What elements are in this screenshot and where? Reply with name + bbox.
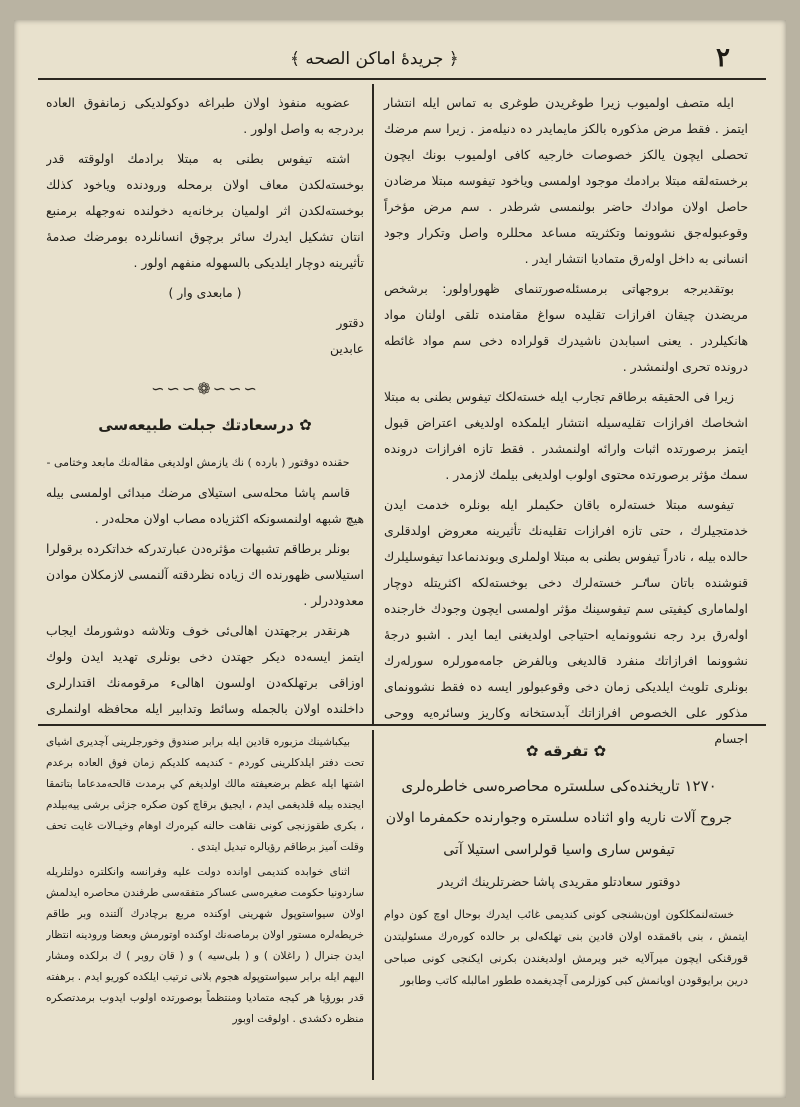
paragraph: ايله متصف اولميوب زيرا طوغريدن طوغرى به تماس ايله انتشار ايتمز . فقط مرض مذكوره بالكز مايمايدر ده دنيلەمز . زيرا سم مرضك تحصلى ايچون يالكز خصوصات خارجيه كافى اولميوب بونك ايچون برخستەلقه مبتلا برادمك موجود اولمسى وياخود تيفوسه مبتلا مرضادن حاصل اولان موادك حاضر بولنمسى شرطدر . سم مرض مؤخراً وقوعبولەجق نشوونما وتكثريته مساعد محللره واصل وتكرار وجود انسانى به داخل اولەرق متماديا انتشار ايدر . xyxy=(384,95,748,266)
heading-line: جروح آلات ناريه واو اثناده سلستره وجوارنده حكمفرما اولان xyxy=(385,810,733,826)
paragraph: زيرا فى الحقيقه برطاقم تجارب ايله خستەلكك تيفوس بطنى به مبتلا اشخاصك افرازات تقليه‌سيله انتشار ايلمكده اولديغى اعتراض قبول ايتمز برصورتده اثبات وارائه اولنمشدر . فقط تازه افرازات درونده سمك مؤثر برصورتده محتوى اولوب اولديغى بيلمك لازمدر . xyxy=(384,389,748,482)
column-divider-top xyxy=(372,84,374,724)
continued-note: ( مابعدى وار ) xyxy=(168,285,242,300)
ornament-divider: ∽∽∽❁∽∽∽ xyxy=(151,379,259,398)
signature xyxy=(46,310,364,336)
header-rule xyxy=(38,78,766,80)
heading-line: تيفوس سارى واسيا قولراسى استيلا آتى xyxy=(443,842,675,858)
paragraph: تيفوسه مبتلا خستەلره باقان حكيملر ايله بونلره خدمت ايدن خدمتجيلرك ، حتى تازه افرازات تقليه‌نك تأثيرينه معروض اولدقلرى حالده بيله ، نادراً تيفوس بطنى به مبتلا اولملرى وبوندنماعدا تيفوسليلرك قنوشنده باتان ساٸر خستەلرك دخى بوخستەلكه اكثريتله دوچار اولمامارى كيفيتى سم تيفوسينك مؤثر اولمسى ايچون وجودك خارجنده اولەرق برد رجه نشوونمايه احتياجى اولديغنى ايما ايدر . اشبو درجۀ نشوونما افرازاتك منفرد قالديغى وبالفرض جامەمورلره سورلەرك بونلرى تلويث ايلديكى زمان دخى وقوعبولور ايسه ده فقط نشوونماى مذكور على الخصوص افرازاتك آبدستخانه وكاريز وسائرەيه ووحى اجسام xyxy=(384,497,748,746)
feuilleton-title: ✿ تفرقه ✿ xyxy=(525,742,607,760)
column-divider-bottom xyxy=(372,730,374,1080)
paragraph: اثناى خوابده كنديمى اوانده دولت عليه وفرانسه وانكلتره دولتلريله ساردونيا حكومت صغيره‌سى عساكر متفقه‌سى طرفندن محاصره ايدلمش اولان سيواستوپول شهرينى اوكنده مربع برچادرك آلتنده وبر طاقم خريطه‌لره مستور اولان برماصه‌نك اوكنده اوتورمش وبعضا ورودينه انتظار ايدن جنرال ( راغلان ) و ( بلى‌سيه ) و ( قان روبر ) ك برلكده ومشار اليهم ايله برابر سيواستوپوله هجوم بلانى ترتيب ايلكده كوريو ايدم . برهفته قدر بورؤيا هر كيجه متماديا ومنتظماً بوصورتده اولوب ايدوب برمدتصكره منظره دكشدى . اولوقت اوبور xyxy=(46,866,364,1025)
paragraph: بوتقديرجه بروجهاتى برمسئلەصورتنماى ظهوراولور: برشخص مريضدن چيقان افرازات تقليده سواغ مقامنده تلقى اولنان مواد هانكيلردر . يعنى اسبابدن ناشيدرك قولراده دخى سم مواد غائطه درونده تحرى اولنمشدر . xyxy=(384,281,748,374)
paragraph: بونلر برطاقم تشبهات مؤثرەدن عبارتدركه خداتكرده برقولرا استيلاسى ظهورنده اك زياده نظردقته آلنمسى لازمكلان موادن معدوددرلر . xyxy=(46,541,364,608)
heading-line: دوقتور سعادتلو مقريدى پاشا حضرتلرينك اثريدر xyxy=(437,874,681,889)
article-title: ✿ درسعادتك جبلت طبيعه‌سى xyxy=(98,416,312,434)
paragraph: اشته تيفوس بطنى به مبتلا برادمك اولوقته قدر بوخستەلكدن معاف اولان برمحله ورودنده وياخود كذلك بوخستەلكدن اثر اولميان برخانه‌يه دخولنده نه‌وجهله برمنبع انتان تشكيل ايدرك سائر برچوق انسانلرده بومرضك صدمۀ تأثيرينه دوچار ايلديكى بالسهوله منفهم اولور . xyxy=(46,151,364,270)
paragraph: بيكباشينك مزبوره قادين ايله برابر صندوق وخورجلرينى آچديرى اشياى تحت دفتر ايلدكلرينى كوردم - كنديمه كلديكم زمان فوق العاده برعدم اشتها ايله عظم برضعيفته مالك اولديغم كي برمدت قالحەمدعاما بتاتمقا ايجنده بيله قلديغمى ايدم ، ايجيق برقاچ كون صكره جزئى برشى ييەبيلدم ، بكرى طقوزنجى كونى نقاهت حالنه كيرەرك اوهام وخيـالات غايت تحف وقلت آميز برطاقم رؤيالره تبديل ايتدى . xyxy=(46,736,364,853)
signature-title: دقتور xyxy=(336,315,364,330)
paragraph: هرنقدر برجهتدن اهالى‌ئى خوف وتلاشه دوشورمك ايجاب ايتمز ايسه‌ده ديكر جهتدن دخى بونلرى تهديد ايدن ولوك اوزاقى برتهلكەدن اولسون اهالىء مرقومەنك اقتدارلرى داخلنده اولان بالجمله وسائط وتدابير ايله محافظه اولنملرى xyxy=(46,623,364,716)
paragraph: عضويه منفوذ اولان طبراغه دوكولديكى زمانفوق العاده بردرجه به واصل اولور . xyxy=(46,95,364,136)
page-number: ٢ xyxy=(716,43,730,73)
bottom-left-column xyxy=(46,732,364,1077)
right-column xyxy=(384,90,748,746)
signature-name: عابدين xyxy=(329,341,364,356)
heading-line: ١٢٧٠ تاريخنده‌كى سلستره محاصره‌سى خاطرەلرى xyxy=(401,777,717,795)
masthead: ﴿ جريدۀ اماكن الصحه ﴾ xyxy=(290,48,459,69)
signature-name-row xyxy=(46,336,364,362)
article-intro: حقنده دوقتور ( بارده ) نك يازمش اولديغى مقالەنك مابعد وختامى - xyxy=(46,456,350,469)
paragraph: خستەلنمكلكون اون‌بشنجى كونى كنديمى غائب ايدرك بوحال اوچ كون دوام ايتمش ، بنى باقمقده اولان قادين بنى تهلكەلى بر حالده كورەرك مسئوليتدن قورقنكى ايچون ميرآلايه خبر ويرمش اولديغندن بكرنى ايكنجى كونى صباحى درين برايوقودن اويانمش كبى كوزلرمى آچديغمده ططور امالبله كاتب وطابور xyxy=(384,908,748,987)
page-header xyxy=(60,43,750,73)
bottom-right-column xyxy=(384,732,748,1077)
left-column xyxy=(46,90,364,722)
paragraph: قاسم پاشا محله‌سى استيلاى مرضك مبدائى اولمسى بيله هيچ شبهه اولنمسونكه اكثزياده مصاب اولان محلەدر . xyxy=(46,485,364,526)
